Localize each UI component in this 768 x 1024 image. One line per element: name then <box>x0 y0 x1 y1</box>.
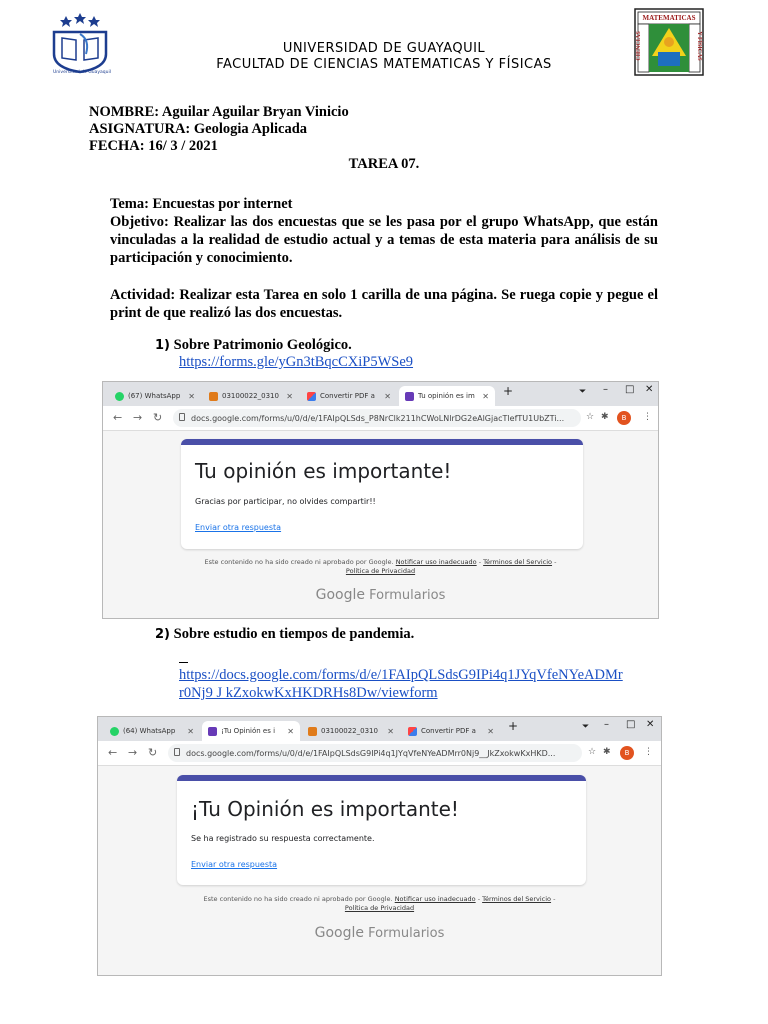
survey1-title: Sobre Patrimonio Geológico. <box>173 337 352 353</box>
star-icon[interactable]: ☆ <box>586 412 595 422</box>
minimize-icon[interactable]: – <box>603 384 608 395</box>
tab-strip <box>98 717 661 741</box>
lock-icon <box>174 748 180 756</box>
tema: Tema: Encuestas por internet <box>110 196 293 212</box>
converter-icon <box>307 392 316 401</box>
brand-google: Google <box>314 925 364 941</box>
report-abuse-link[interactable]: Notificar uso inadecuado <box>395 558 477 566</box>
disclaimer: Este contenido no ha sido creado ni aprobado por Google. Notificar uso inadecuado - Términos del Servicio - Política de Privacidad <box>204 558 557 575</box>
address-bar <box>103 406 658 431</box>
forms-icon <box>208 727 217 736</box>
confirmation-card <box>181 439 583 549</box>
menu-icon[interactable]: ⋮ <box>643 412 652 422</box>
tab-convert-pdf[interactable] <box>402 721 500 741</box>
close-icon[interactable]: ✕ <box>387 726 394 736</box>
url-field[interactable] <box>173 409 581 427</box>
profile-dropdown-icon[interactable]: ⏷ <box>579 387 587 397</box>
tab-label: ¡Tu Opinión es i <box>221 727 276 735</box>
tab-label: (67) WhatsApp <box>128 392 181 400</box>
puzzle-icon[interactable]: ✱ <box>601 412 609 422</box>
reload-icon[interactable]: ↻ <box>148 746 158 759</box>
puzzle-icon[interactable]: ✱ <box>603 747 611 757</box>
tab-whatsapp[interactable] <box>104 721 200 741</box>
close-icon[interactable]: ✕ <box>187 726 194 736</box>
arrow-left-icon[interactable]: ← <box>113 411 123 424</box>
survey1-heading <box>155 337 352 354</box>
card-message: Se ha registrado su respuesta correctamente. <box>191 834 375 843</box>
tab-label: Convertir PDF a <box>320 392 375 400</box>
university-title: UNIVERSIDAD DE GUAYAQUIL <box>282 41 486 56</box>
submit-another-link[interactable]: Enviar otra respuesta <box>195 523 282 532</box>
link-dash <box>179 662 188 663</box>
survey2-heading <box>155 626 414 643</box>
left-logo-caption: Universidad de Guayaquil <box>53 70 111 75</box>
subject: ASIGNATURA: Geologia Aplicada <box>89 121 308 137</box>
survey2-title: Sobre estudio en tiempos de pandemia. <box>173 626 415 642</box>
report-abuse-link[interactable]: Notificar uso inadecuado <box>394 895 476 903</box>
disclaimer: Este contenido no ha sido creado ni aprobado por Google. Notificar uso inadecuado - Términos del Servicio - Política de Privacidad <box>203 895 556 912</box>
window-close-icon[interactable]: ✕ <box>646 719 655 730</box>
brand-forms: Formularios <box>369 588 446 603</box>
tab-strip <box>103 382 658 406</box>
menu-icon[interactable]: ⋮ <box>644 747 653 757</box>
whatsapp-icon <box>110 727 119 736</box>
task-title: TAREA 07. <box>348 156 420 172</box>
tab-label: 03100022_0310 <box>222 392 279 400</box>
survey2-browser-screenshot <box>97 716 662 976</box>
maximize-icon[interactable]: □ <box>625 384 635 395</box>
address-bar <box>98 741 661 766</box>
arrow-right-icon[interactable]: → <box>133 411 143 424</box>
terms-link[interactable]: Términos del Servicio <box>482 895 552 903</box>
google-forms-brand <box>103 587 658 603</box>
student-name: NOMBRE: Aguilar Aguilar Bryan Vinicio <box>89 104 349 120</box>
confirmation-card <box>177 775 586 885</box>
tab-document[interactable] <box>203 386 299 406</box>
submit-another-link[interactable]: Enviar otra respuesta <box>191 860 278 869</box>
tab-forms-active[interactable] <box>399 386 495 406</box>
privacy-link[interactable]: Política de Privacidad <box>345 567 416 575</box>
plus-icon[interactable]: + <box>503 384 514 398</box>
avatar[interactable]: B <box>617 411 631 425</box>
plus-icon[interactable]: + <box>508 719 519 733</box>
tab-label: (64) WhatsApp <box>123 727 176 735</box>
reload-icon[interactable]: ↻ <box>153 411 163 424</box>
close-icon[interactable]: ✕ <box>188 391 195 401</box>
survey2-link-line1[interactable]: https://docs.google.com/forms/d/e/1FAIpQLSdsG9IPi4q1JYqVfeNYeADMr <box>179 667 623 683</box>
avatar[interactable]: B <box>620 746 634 760</box>
tab-document[interactable] <box>302 721 400 741</box>
terms-link[interactable]: Términos del Servicio <box>483 558 553 566</box>
arrow-right-icon[interactable]: → <box>128 746 138 759</box>
card-title: ¡Tu Opinión es importante! <box>191 797 459 821</box>
profile-dropdown-icon[interactable]: ⏷ <box>582 722 590 732</box>
url-field[interactable] <box>168 744 582 762</box>
lock-icon <box>179 413 185 421</box>
maximize-icon[interactable]: □ <box>626 719 636 730</box>
google-forms-brand <box>98 925 661 941</box>
brand-forms: Formularios <box>368 926 445 941</box>
card-message: Gracias por participar, no olvides compartir!! <box>195 497 376 506</box>
card-title: Tu opinión es importante! <box>195 459 452 483</box>
close-icon[interactable]: ✕ <box>287 726 294 736</box>
right-logo-text-top: MATEMATICAS <box>642 14 696 22</box>
survey1-number: 1) <box>155 338 170 353</box>
url-text: docs.google.com/forms/u/0/d/e/1FAIpQLSdsG9IPi4q1JYqVfeNYeADMrr0Nj9__JkZxokwKxHKD... <box>186 748 556 758</box>
right-logo-text-left: CIENCIAS <box>636 31 642 61</box>
tab-convert-pdf[interactable] <box>301 386 397 406</box>
document-icon <box>308 727 317 736</box>
tab-whatsapp[interactable] <box>109 386 201 406</box>
star-icon[interactable]: ☆ <box>588 747 597 757</box>
right-logo-text-right: Y FÍSICAS <box>696 31 702 61</box>
survey1-browser-screenshot <box>102 381 659 619</box>
brand-google: Google <box>315 587 365 603</box>
tab-label: Tu opinión es im <box>418 392 475 400</box>
close-icon[interactable]: ✕ <box>487 726 494 736</box>
document-icon <box>209 392 218 401</box>
survey1-link[interactable]: https://forms.gle/yGn3tBqcCXiP5WSe9 <box>179 354 414 370</box>
tab-forms-active[interactable] <box>202 721 300 741</box>
actividad: Actividad: Realizar esta Tarea en solo 1 carilla de una página. Se ruega copie y pegue el print de que realizó las dos encuestas. <box>110 287 658 321</box>
converter-icon <box>408 727 417 736</box>
privacy-link[interactable]: Política de Privacidad <box>344 904 415 912</box>
forms-icon <box>405 392 414 401</box>
window-close-icon[interactable]: ✕ <box>645 384 654 395</box>
arrow-left-icon[interactable]: ← <box>108 746 118 759</box>
close-icon[interactable]: ✕ <box>384 391 391 401</box>
survey2-number: 2) <box>155 627 170 642</box>
objetivo: Objetivo: Realizar las dos encuestas que se les pasa por el grupo WhatsApp, que están vinculadas a la realidad de estudio actual y a temas de esta materia para análisis de su participación y conocimiento. <box>110 214 658 266</box>
date: FECHA: 16/ 3 / 2021 <box>89 138 218 154</box>
tab-label: 03100022_0310 <box>321 727 378 735</box>
disclaimer-text: Este contenido no ha sido creado ni aprobado por Google. <box>203 895 393 903</box>
disclaimer-text: Este contenido no ha sido creado ni aprobado por Google. <box>204 558 394 566</box>
close-icon[interactable]: ✕ <box>286 391 293 401</box>
whatsapp-icon <box>115 392 124 401</box>
tab-label: Convertir PDF a <box>421 727 476 735</box>
minimize-icon[interactable]: – <box>604 719 609 730</box>
survey2-link-line2[interactable]: r0Nj9 J kZxokwKxHKDRHs8Dw/viewform <box>179 685 438 701</box>
close-icon[interactable]: ✕ <box>482 391 489 401</box>
url-text: docs.google.com/forms/u/0/d/e/1FAIpQLSds_P8NrClk211hCWoLNlrDG2eAlGjacTlefTU1UbZTi... <box>191 413 565 423</box>
faculty-title: FACULTAD DE CIENCIAS MATEMATICAS Y FÍSICAS <box>216 57 552 72</box>
